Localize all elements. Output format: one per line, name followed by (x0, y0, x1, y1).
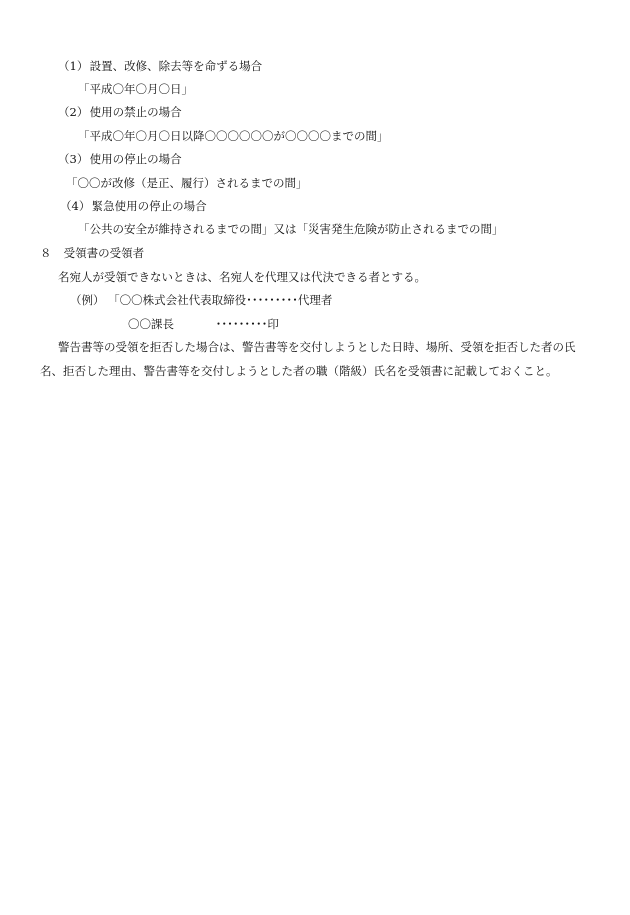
item-2-text: 使用の禁止の場合 (89, 105, 182, 119)
item-1-text: 設置、改修、除去等を命ずる場合 (89, 59, 263, 73)
section-8-paragraph-1: 名宛人が受領できないときは、名宛人を代理又は代決できる者とする。 (58, 270, 426, 284)
section-8-title: 受領書の受領者 (63, 246, 145, 260)
example-line-2 (128, 319, 279, 331)
example-line-1-text: 「〇〇株式会社代表取締役･････････代理者 (108, 293, 333, 307)
item-2-quote: 「平成〇年〇月〇日以降〇〇〇〇〇〇が〇〇〇〇までの間」 (78, 129, 389, 143)
item-3-quote: 「〇〇が改修（是正、履行）されるまでの間」 (66, 176, 308, 190)
item-3-heading (58, 154, 182, 166)
example-line-1 (70, 295, 332, 307)
section-8-paragraph-2-line-2: 名、拒否した理由、警告書等を交付しようとした者の職（階級）氏名を受領書に記載しておくこと。 (40, 364, 558, 378)
section-8-paragraph-2-line-1: 警告書等の受領を拒否した場合は、警告書等を交付しようとした日時、場所、受領を拒否した者の氏 (58, 340, 576, 354)
example-line-2-title: 〇〇課長 (128, 317, 174, 331)
section-8-number: ８ (40, 246, 52, 260)
example-line-2-seal: ･････････印 (215, 317, 279, 331)
item-4-heading (60, 201, 207, 213)
item-2-heading (58, 107, 182, 119)
item-1-quote: 「平成〇年〇月〇日」 (78, 82, 193, 96)
example-label: （例） (70, 293, 105, 307)
item-3-text: 使用の停止の場合 (89, 152, 182, 166)
item-3-number: （3） (58, 152, 89, 166)
item-4-quote: 「公共の安全が維持されるまでの間」又は「災害発生危険が防止されるまでの間」 (78, 222, 504, 236)
item-4-number: （4） (60, 199, 91, 213)
item-4-text: 緊急使用の停止の場合 (91, 199, 207, 213)
section-8-heading (40, 248, 144, 260)
item-1-number: （1） (58, 59, 89, 73)
item-1-heading (58, 61, 262, 73)
item-2-number: （2） (58, 105, 89, 119)
